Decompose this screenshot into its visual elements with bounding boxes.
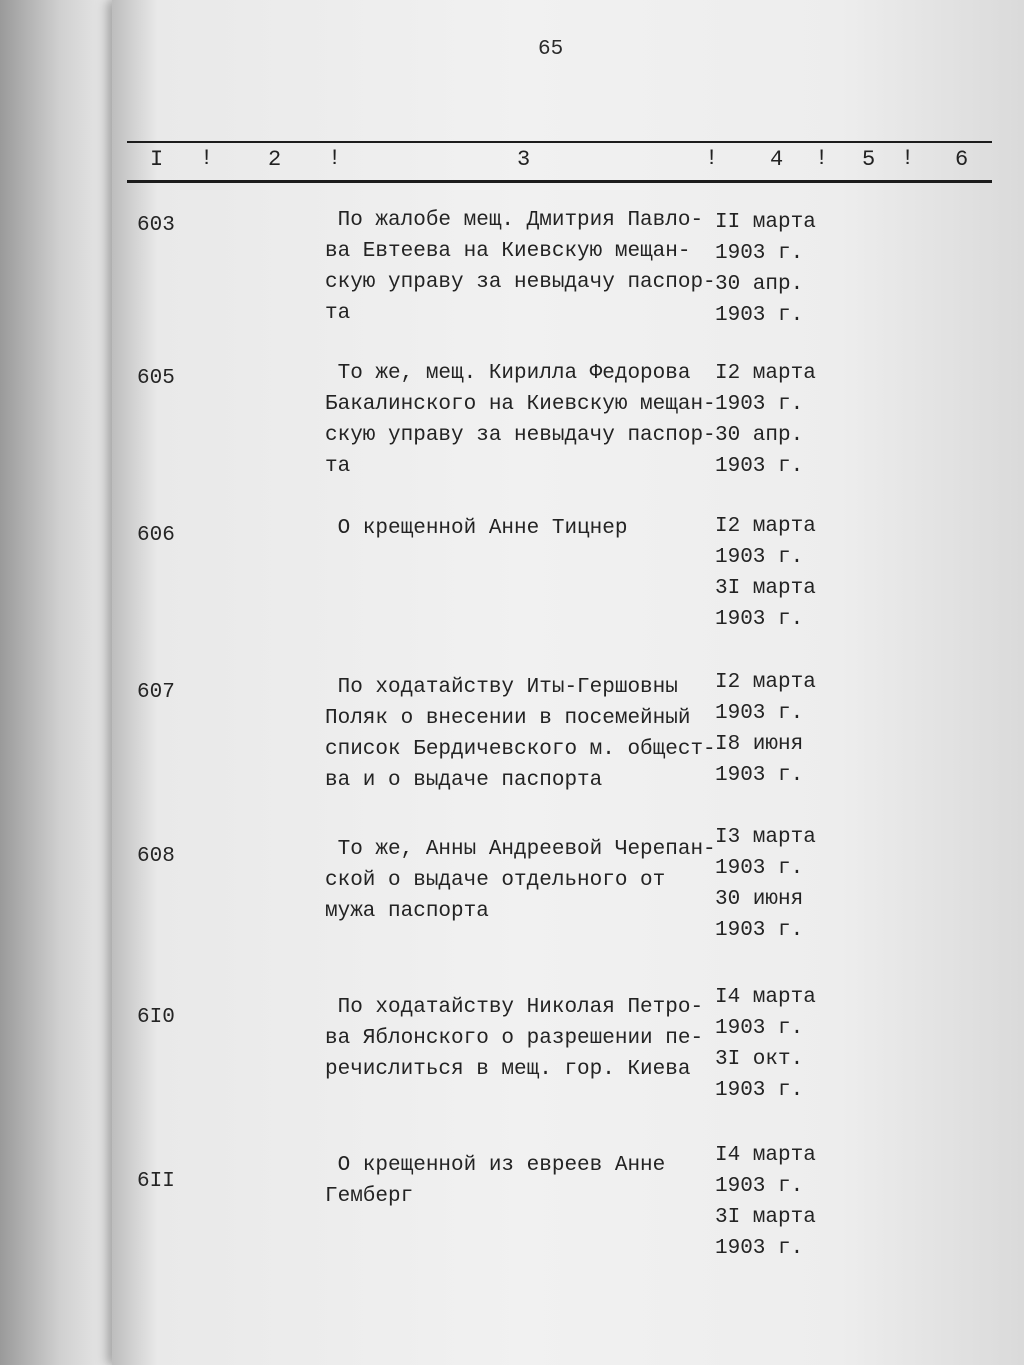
year-start: 1903 г. [715,1175,804,1198]
description-line: Гемберг [325,1185,414,1208]
date-start: I2 марта [715,515,816,538]
date-start: I3 марта [715,826,816,849]
column-separator: ! [815,146,829,171]
date-start: II марта [715,211,816,234]
entry-description [325,358,720,482]
description-line: То же, Анны Андреевой Черепан- [325,838,716,861]
description-line: скую управу за невыдачу паспор- [325,271,716,294]
date-start: I4 марта [715,986,816,1009]
description-line: ской о выдаче отдельного от [325,869,666,892]
description-line: Поляк о внесении в посемейный [325,707,691,730]
description-line: То же, мещ. Кирилла Федорова [325,362,691,385]
entry-number: 605 [137,367,175,390]
entry-number: 606 [137,524,175,547]
description-line: Бакалинского на Киевскую мещан- [325,393,716,416]
column-header-1: I [150,147,164,172]
year-start: 1903 г. [715,857,804,880]
column-header-6: 6 [955,147,969,172]
entry-number: 608 [137,845,175,868]
entry-dates [715,358,855,482]
column-separator: ! [200,146,214,171]
entry-description [325,834,720,927]
date-start: I4 марта [715,1144,816,1167]
year-end: 1903 г. [715,764,804,787]
description-line: ва Яблонского о разрешении пе- [325,1027,704,1050]
description-line: По ходатайству Николая Петро- [325,996,704,1019]
description-line: О крещенной Анне Тицнер [325,517,628,540]
description-line: О крещенной из евреев Анне [325,1154,666,1177]
column-header-4: 4 [770,147,784,172]
year-end: 1903 г. [715,1237,804,1260]
entry-dates [715,982,855,1106]
date-end: I8 июня [715,733,804,756]
entry-number: 6I0 [137,1006,175,1029]
entry-number: 6II [137,1170,175,1193]
column-separator: ! [705,146,719,171]
entry-description [325,205,720,329]
year-end: 1903 г. [715,608,804,631]
entry-dates [715,667,855,791]
page-number: 65 [538,38,564,61]
description-line: та [325,455,351,478]
year-start: 1903 г. [715,242,804,265]
date-end: 3I марта [715,577,816,600]
date-end: 3I окт. [715,1048,804,1071]
year-end: 1903 г. [715,919,804,942]
year-end: 1903 г. [715,455,804,478]
description-line: список Бердичевского м. общест- [325,738,716,761]
description-line: ва и о выдаче паспорта [325,769,603,792]
year-start: 1903 г. [715,546,804,569]
description-line: та [325,302,351,325]
year-start: 1903 г. [715,702,804,725]
description-line: мужа паспорта [325,900,489,923]
description-line: речислиться в мещ. гор. Киева [325,1058,691,1081]
year-end: 1903 г. [715,304,804,327]
entry-dates [715,822,855,946]
column-header-3: 3 [517,147,531,172]
date-start: I2 марта [715,671,816,694]
entry-description [325,992,720,1085]
entry-number: 603 [137,214,175,237]
column-header-2: 2 [268,147,282,172]
column-header-5: 5 [862,147,876,172]
year-start: 1903 г. [715,393,804,416]
year-end: 1903 г. [715,1079,804,1102]
header-rule-top [127,141,992,143]
date-end: 30 апр. [715,424,804,447]
header-rule-bottom [127,180,992,183]
description-line: По жалобе мещ. Дмитрия Павло- [325,209,704,232]
entry-description [325,1150,720,1212]
column-separator: ! [901,146,915,171]
date-start: I2 марта [715,362,816,385]
description-line: По ходатайству Иты-Гершовны [325,676,678,699]
date-end: 30 июня [715,888,804,911]
entry-dates [715,1140,855,1264]
entry-dates [715,207,855,331]
description-line: ва Евтеева на Киевскую мещан- [325,240,691,263]
entry-dates [715,511,855,635]
column-separator: ! [328,146,342,171]
date-end: 3I марта [715,1206,816,1229]
entry-description [325,513,720,544]
year-start: 1903 г. [715,1017,804,1040]
date-end: 30 апр. [715,273,804,296]
entry-number: 607 [137,681,175,704]
description-line: скую управу за невыдачу паспор- [325,424,716,447]
entry-description [325,672,720,796]
